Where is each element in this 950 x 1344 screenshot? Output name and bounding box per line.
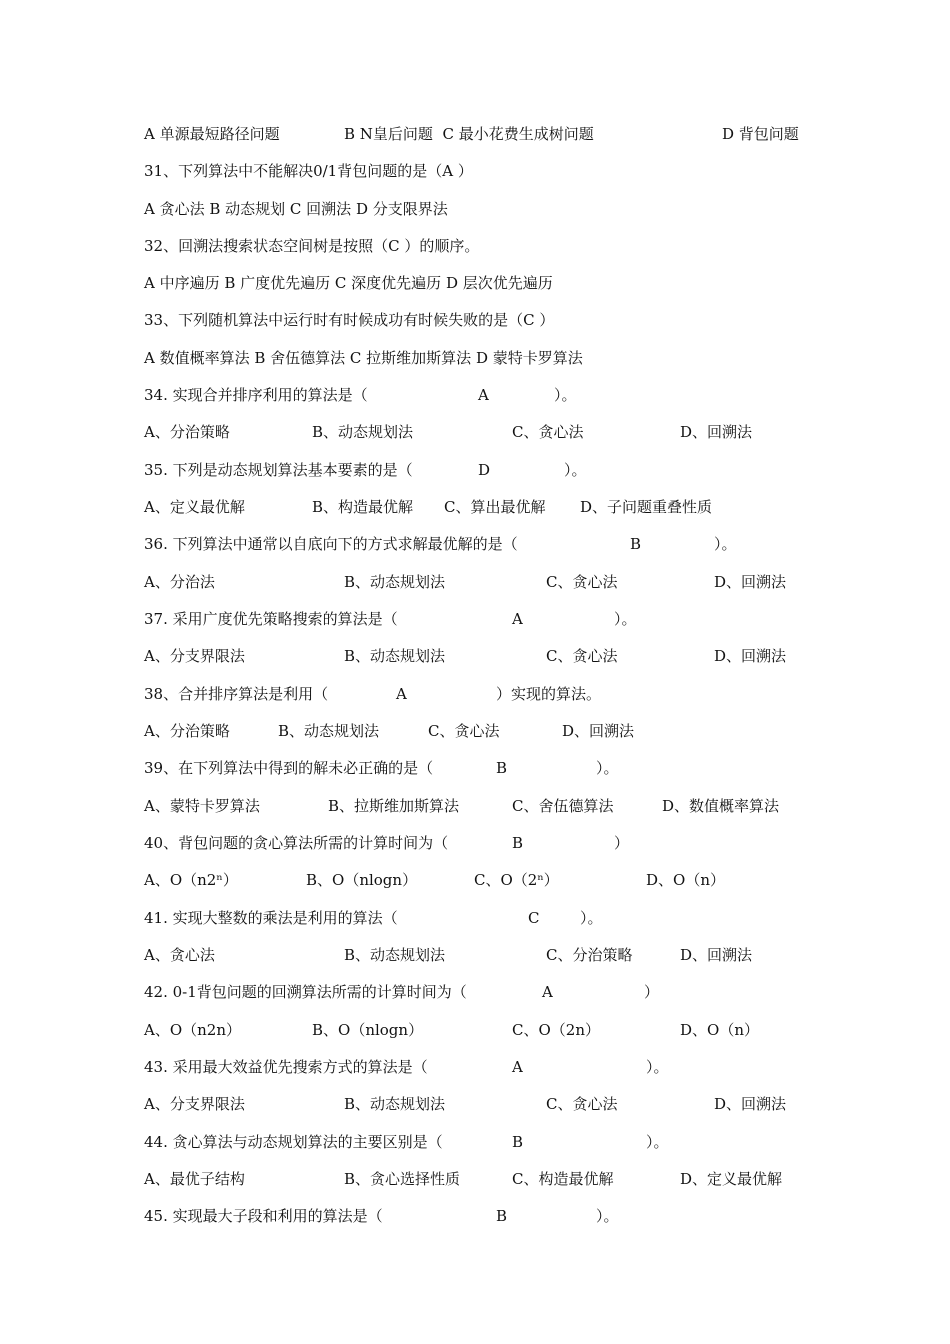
question-text-end: ） xyxy=(644,983,660,1001)
option-text: C、舍伍德算法 xyxy=(512,797,614,815)
question-line xyxy=(144,757,619,779)
option-text: A、最优子结构 xyxy=(144,1170,245,1188)
answer-letter: A xyxy=(512,610,523,628)
option-text: B、动态规划法 xyxy=(344,647,446,665)
question-text-end: ） xyxy=(614,834,630,852)
question-text-end: ）实现的算法。 xyxy=(496,685,602,703)
options-line xyxy=(144,571,787,593)
option-text: A、蒙特卡罗算法 xyxy=(144,797,260,815)
question-text-end: ）。 xyxy=(596,759,619,777)
option-text: A、分支界限法 xyxy=(144,647,245,665)
question-text-end: ）。 xyxy=(596,1207,619,1225)
option-text: D、O（n） xyxy=(646,871,725,889)
options-line xyxy=(144,869,725,891)
options-line xyxy=(144,272,553,294)
question-line xyxy=(144,235,480,257)
question-line xyxy=(144,1131,669,1153)
option-text: D、子问题重叠性质 xyxy=(580,498,713,516)
question-text: 43. 采用最大效益优先搜索方式的算法是（ xyxy=(144,1058,428,1076)
question-line xyxy=(144,160,473,182)
answer-letter: D xyxy=(478,461,491,479)
question-line xyxy=(144,1205,619,1227)
option-text: C、贪心法 xyxy=(512,423,584,441)
option-text: A、定义最优解 xyxy=(144,498,245,516)
option-text: A 数值概率算法 B 舍伍德算法 C 拉斯维加斯算法 D 蒙特卡罗算法 xyxy=(144,349,583,367)
question-text: 45. 实现最大子段和利用的算法是（ xyxy=(144,1207,383,1225)
question-text-end: ）。 xyxy=(714,535,737,553)
option-text: C、分治策略 xyxy=(546,946,633,964)
answer-letter: B xyxy=(630,535,642,553)
question-line xyxy=(144,309,555,331)
option-text: A 贪心法 B 动态规划 C 回溯法 D 分支限界法 xyxy=(144,200,448,218)
answer-letter: C xyxy=(528,909,540,927)
question-line xyxy=(144,907,603,929)
options-line xyxy=(144,795,780,817)
options-line xyxy=(144,347,583,369)
question-text: 34. 实现合并排序利用的算法是（ xyxy=(144,386,368,404)
question-line xyxy=(144,459,587,481)
answer-letter: A xyxy=(478,386,489,404)
answer-letter: A xyxy=(542,983,553,1001)
question-text-end: ）。 xyxy=(580,909,603,927)
option-text: A 单源最短路径问题 xyxy=(144,125,280,143)
answer-letter: A xyxy=(396,685,407,703)
answer-letter: B xyxy=(512,834,524,852)
option-text: C、O（2n） xyxy=(512,1021,600,1039)
option-text: D 背包问题 xyxy=(722,125,799,143)
option-text: A 中序遍历 B 广度优先遍历 C 深度优先遍历 D 层次优先遍历 xyxy=(144,274,553,292)
question-text: 39、在下列算法中得到的解未必正确的是（ xyxy=(144,759,434,777)
option-text: B、构造最优解 xyxy=(312,498,414,516)
question-text: 40、背包问题的贪心算法所需的计算时间为（ xyxy=(144,834,449,852)
option-text: D、回溯法 xyxy=(680,946,753,964)
question-text: 42. 0-1背包问题的回溯算法所需的计算时间为（ xyxy=(144,983,467,1001)
question-text-end: ）。 xyxy=(564,461,587,479)
option-text: C、贪心法 xyxy=(546,573,618,591)
question-text: 31、下列算法中不能解决0/1背包问题的是（A ） xyxy=(144,162,473,180)
question-text: 35. 下列是动态规划算法基本要素的是（ xyxy=(144,461,413,479)
options-line xyxy=(144,944,753,966)
answer-letter: A xyxy=(512,1058,523,1076)
option-text: D、回溯法 xyxy=(562,722,635,740)
answer-letter: B xyxy=(496,759,508,777)
option-text: D、回溯法 xyxy=(714,647,787,665)
question-text: 32、回溯法搜索状态空间树是按照（C ）的顺序。 xyxy=(144,237,480,255)
question-line xyxy=(144,1056,669,1078)
options-line xyxy=(144,1093,787,1115)
option-text: B、贪心选择性质 xyxy=(344,1170,461,1188)
answer-letter: B xyxy=(496,1207,508,1225)
question-line xyxy=(144,533,737,555)
option-text: C、构造最优解 xyxy=(512,1170,614,1188)
question-text-end: ）。 xyxy=(646,1133,669,1151)
options-line xyxy=(144,496,713,518)
option-text: B、动态规划法 xyxy=(344,1095,446,1113)
option-text: C、算出最优解 xyxy=(444,498,546,516)
question-text: 36. 下列算法中通常以自底向下的方式求解最优解的是（ xyxy=(144,535,518,553)
option-text: B、O（nlogn） xyxy=(306,871,418,889)
option-text: A、分治策略 xyxy=(144,423,230,441)
option-text: D、O（n） xyxy=(680,1021,759,1039)
option-text: D、定义最优解 xyxy=(680,1170,783,1188)
question-line xyxy=(144,981,660,1003)
option-text: A、分治策略 xyxy=(144,722,230,740)
answer-letter: B xyxy=(512,1133,524,1151)
question-text: 33、下列随机算法中运行时有时候成功有时候失败的是（C ） xyxy=(144,311,555,329)
option-text: C、贪心法 xyxy=(546,1095,618,1113)
option-text: D、回溯法 xyxy=(680,423,753,441)
question-line xyxy=(144,384,577,406)
option-text: A、分支界限法 xyxy=(144,1095,245,1113)
question-text: 37. 采用广度优先策略搜索的算法是（ xyxy=(144,610,398,628)
option-text: B、拉斯维加斯算法 xyxy=(328,797,460,815)
options-line xyxy=(144,1019,759,1041)
option-text: A、贪心法 xyxy=(144,946,215,964)
option-text: D、数值概率算法 xyxy=(662,797,780,815)
option-text: B、动态规划法 xyxy=(312,423,414,441)
option-text: D、回溯法 xyxy=(714,573,787,591)
options-line xyxy=(144,1168,783,1190)
question-line xyxy=(144,683,602,705)
options-line xyxy=(144,720,635,742)
option-text: D、回溯法 xyxy=(714,1095,787,1113)
option-text: C、O（2ⁿ） xyxy=(474,871,559,889)
question-text-end: ）。 xyxy=(646,1058,669,1076)
options-line xyxy=(144,421,753,443)
option-text: B、动态规划法 xyxy=(344,573,446,591)
option-text: A、分治法 xyxy=(144,573,215,591)
option-text: A、O（n2ⁿ） xyxy=(144,871,238,889)
question-line xyxy=(144,608,637,630)
option-text: C、贪心法 xyxy=(546,647,618,665)
question-text: 38、合并排序算法是利用（ xyxy=(144,685,329,703)
option-text: B、动态规划法 xyxy=(344,946,446,964)
options-line xyxy=(144,645,787,667)
option-text: B、动态规划法 xyxy=(278,722,380,740)
question-line xyxy=(144,832,630,854)
option-text: A、O（n2n） xyxy=(144,1021,241,1039)
question-text: 44. 贪心算法与动态规划算法的主要区别是（ xyxy=(144,1133,443,1151)
option-text: C、贪心法 xyxy=(428,722,500,740)
options-line xyxy=(144,198,448,220)
option-text: B、O（nlogn） xyxy=(312,1021,424,1039)
option-text: B N皇后问题 C 最小花费生成树问题 xyxy=(344,125,594,143)
question-text-end: ）。 xyxy=(614,610,637,628)
question-text: 41. 实现大整数的乘法是利用的算法（ xyxy=(144,909,398,927)
question-text-end: ）。 xyxy=(554,386,577,404)
options-line xyxy=(144,123,799,145)
